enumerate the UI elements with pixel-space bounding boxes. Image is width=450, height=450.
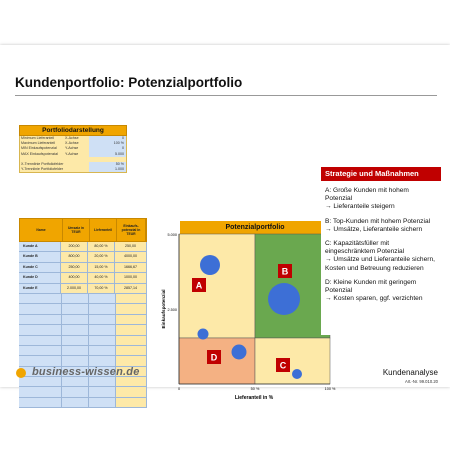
page-title: Kundenportfolio: Potenzialportfolio	[15, 75, 243, 90]
table-row-empty	[19, 398, 147, 408]
x-tick: 100 %	[324, 387, 336, 391]
column-header: Einkaufs-potenzial in TEUR	[117, 219, 146, 241]
settings-row: Minimum Lieferanteil X-Achse 0	[21, 136, 124, 140]
table-row: Kunde C 250,00 15,00 % 1666,67	[19, 263, 147, 273]
quadrant-label-d-text: D	[210, 352, 218, 363]
bubble-d	[232, 345, 247, 360]
x-tick: 0	[177, 387, 181, 391]
table-row-empty	[19, 315, 147, 325]
table-row: Kunde D 400,00 40,00 % 1000,00	[19, 273, 147, 283]
table-row: Kunde B 800,00 20,00 % 4000,00	[19, 252, 147, 262]
table-row: Kunde A 200,00 80,00 % 250,00	[19, 242, 147, 252]
settings-row: X-Trennlinie Portfoliofelder 50 %	[21, 161, 124, 166]
strategy-item: C: Kapazitätsfüller mit eingeschränktem Potenzial → Umsätze und Lieferanteile sichern, Kosten und Betreuung reduzieren	[325, 240, 435, 272]
quadrant-label-a-text: A	[195, 280, 203, 291]
x-tick: 50 %	[250, 387, 260, 391]
strategy-panel	[321, 167, 441, 335]
logo-text: business-wissen.de	[32, 366, 140, 378]
column-header: Lieferanteil	[90, 219, 117, 241]
y-tick: 2.500	[167, 308, 177, 312]
table-row-empty	[19, 294, 147, 304]
table-row-empty	[19, 377, 147, 387]
settings-row: Y-Trennlinie Portfoliofelder 1.000	[21, 166, 124, 171]
portfolio-settings-table	[19, 125, 127, 173]
table-row-empty	[19, 325, 147, 335]
table-row-empty	[19, 346, 147, 356]
potenzial-chart	[150, 221, 340, 411]
column-header: Name	[20, 219, 63, 241]
x-axis-label: Lieferanteil in %	[234, 395, 274, 401]
customer-table	[19, 218, 147, 408]
quadrant-label-c-text: C	[279, 360, 287, 371]
bubble-e	[292, 369, 302, 379]
bubble-a	[200, 255, 220, 275]
table-row: Kunde E 2.000,00 70,00 % 2857,14	[19, 284, 147, 294]
footer-title: Kundenanalyse	[382, 368, 438, 377]
settings-row: MAX Einkaufspotenzial Y-Achse 5.000	[21, 151, 124, 156]
article-number: Art.-Nr. 99.010.20	[404, 379, 438, 384]
table-row-empty	[19, 304, 147, 314]
portfolio-settings-heading: Portfoliodarstellung	[19, 125, 127, 136]
logo-icon	[16, 368, 26, 378]
settings-row: Maximum Lieferanteil X-Achse 100 %	[21, 141, 124, 146]
quadrant-label-b-text: B	[281, 266, 289, 277]
quadrant-c	[255, 338, 330, 384]
settings-row: MIN Einkaufspotenzial Y-Achse 0	[21, 146, 124, 151]
bubble-b	[268, 283, 300, 315]
y-axis-label: Einkaufspotenzial	[161, 289, 166, 329]
table-row-empty	[19, 336, 147, 346]
slide	[0, 45, 450, 401]
title-divider	[15, 95, 437, 96]
bubble-c	[198, 329, 209, 340]
strategy-item: B: Top-Kunden mit hohem Potenzial → Umsätze, Lieferanteile sichern	[325, 217, 431, 233]
column-header: Umsatz in TEUR	[63, 219, 90, 241]
y-tick: 5.000	[167, 233, 177, 237]
strategy-item: A: Große Kunden mit hohem Potenzial → Lieferanteile steigern	[325, 187, 409, 211]
strategy-item: D: Kleine Kunden mit geringem Potenzial → Kosten sparen, ggf. verzichten	[325, 278, 423, 303]
table-header	[19, 218, 147, 242]
table-row-empty	[19, 387, 147, 397]
strategy-heading: Strategie und Maßnahmen	[321, 167, 441, 181]
quadrant-a	[179, 234, 255, 338]
chart-title: Potenzialportfolio	[180, 221, 330, 234]
